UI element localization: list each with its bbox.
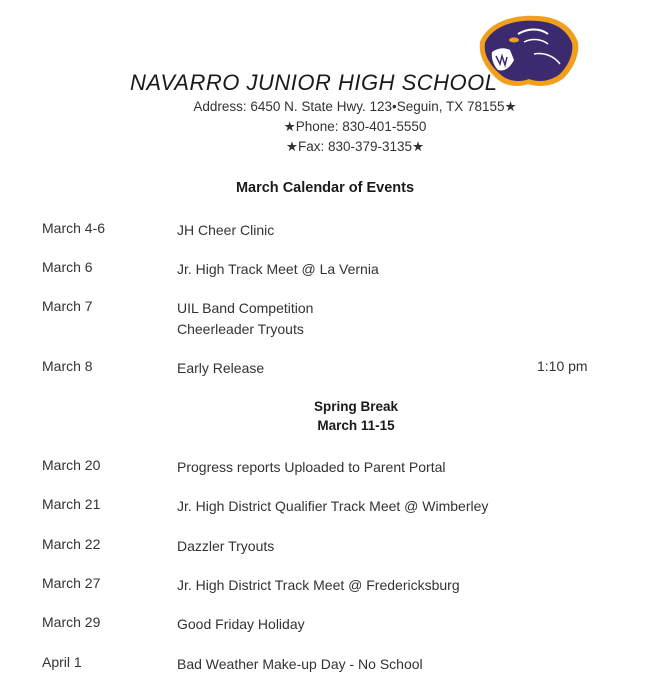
event-time: 1:10 pm	[537, 358, 588, 374]
spring-break-title: Spring Break	[313, 399, 399, 414]
event-date: March 7	[42, 298, 93, 314]
school-name: NAVARRO JUNIOR HIGH SCHOOL	[130, 70, 498, 95]
event-date: March 27	[42, 575, 101, 591]
event-row	[42, 220, 602, 260]
event-row	[42, 614, 602, 654]
event-description: UIL Band Competition Cheerleader Tryouts	[177, 300, 314, 337]
event-description: Dazzler Tryouts	[177, 538, 275, 554]
event-row	[42, 654, 602, 684]
event-description: Progress reports Uploaded to Parent Portal	[177, 459, 446, 475]
event-description: Jr. High District Qualifier Track Meet @ Wimberley	[177, 498, 489, 514]
event-date: March 29	[42, 614, 101, 630]
event-description: JH Cheer Clinic	[177, 222, 275, 238]
event-row	[42, 358, 602, 398]
calendar-title: March Calendar of Events	[235, 180, 415, 196]
event-date: March 20	[42, 457, 101, 473]
event-row	[42, 496, 602, 536]
event-description: Jr. High Track Meet @ La Vernia	[177, 261, 379, 277]
school-address: Address: 6450 N. State Hwy. 123•Seguin, TX 78155★	[193, 99, 517, 114]
event-date: March 21	[42, 496, 101, 512]
school-phone: ★Phone: 830-401-5550	[283, 119, 427, 134]
event-row	[42, 536, 602, 576]
event-row	[42, 259, 602, 299]
event-description: Early Release	[177, 360, 265, 376]
event-row	[42, 457, 602, 497]
event-date: March 22	[42, 536, 101, 552]
event-date: March 8	[42, 358, 93, 374]
school-fax: ★Fax: 830-379-3135★	[285, 139, 425, 154]
event-description: Jr. High District Track Meet @ Fredericksburg	[177, 577, 460, 593]
event-date: March 4-6	[42, 220, 106, 236]
event-description: Good Friday Holiday	[177, 616, 305, 632]
event-description: Bad Weather Make-up Day - No School	[177, 656, 423, 672]
spring-break-dates: March 11-15	[317, 418, 395, 433]
event-date: April 1	[42, 654, 82, 670]
event-date: March 6	[42, 259, 93, 275]
event-row	[42, 298, 602, 338]
event-row	[42, 575, 602, 615]
